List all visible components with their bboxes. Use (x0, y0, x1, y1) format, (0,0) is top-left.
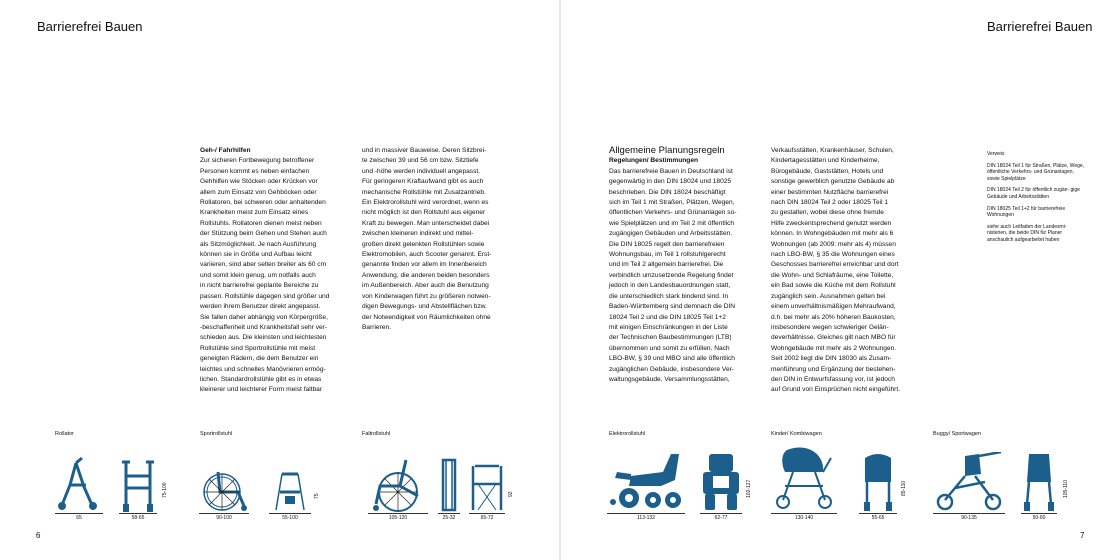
dimension-label: 105-110 (1063, 480, 1069, 498)
body-text-line: Kindertagesstätten und Kinderheime, (771, 157, 880, 165)
body-text-line: insbesondere wegen schwieriger Gelän- (771, 323, 889, 331)
body-text-line: Seit 2002 liegt die DIN 18030 als Zusam- (771, 355, 892, 363)
sidebar-note: siehe auch Leitfaden der Landesmi- nisterien, die beide DIN für Planer anschaulich aufgearbeitet haben (987, 223, 1067, 243)
body-text-line: jedoch in den Landesbauordnungen statt, (609, 282, 731, 290)
body-text-line: beschrieben. Die DIN 18024 beschäftigt (609, 188, 726, 196)
figure-caption-rollator: Rollator (55, 431, 74, 437)
page-header: Barrierefrei Bauen (987, 19, 1093, 34)
pram-side-icon (773, 444, 835, 512)
buggy-side-icon (935, 452, 1003, 512)
page-number: 7 (1080, 531, 1085, 540)
body-text-line: d.h. bei mehr als 20% höheren Baukosten, (771, 313, 896, 321)
body-text-line: können. In Wohngebäuden mit mehr als 6 (771, 230, 894, 238)
body-text-line: schieden aus. Die kleinsten und leichtesten (200, 334, 327, 342)
figure-caption-faltrollstuhl: Faltrollstuhl (362, 431, 391, 437)
body-text-line: ein Bad sowie die Küche mit dem Rollstuhl (771, 282, 896, 290)
body-text-line: und somit klein genug, um notfalls auch (200, 271, 316, 279)
dimension-label: 65 (55, 513, 103, 521)
left-page (0, 0, 559, 560)
dimension-label: 90-100 (199, 513, 249, 521)
body-text-line: Zur sicheren Fortbewegung betroffener (200, 157, 315, 165)
body-text-line: Bürogebäude, Gaststätten, Hotels und (771, 167, 884, 175)
dimension-label: 50-60 (1021, 513, 1057, 521)
body-text-line: mit einigen Einschränkungen in der Liste (609, 323, 728, 331)
body-text-line: auf Grund von Einsprüchen nicht eingeführt. (771, 386, 901, 394)
figure-caption-buggy: Buggy/ Sportwagen (933, 431, 982, 437)
figure-caption-kinderwagen: Kinder/ Kombiwagen (771, 431, 822, 437)
body-text-line: variieren, sind aber selten breiter als 60 cm (200, 261, 327, 269)
text-column-2 (771, 146, 933, 396)
body-text-line: großen direkt gelenkten Rollstühlen sowie (362, 240, 485, 248)
body-text-line: die Wohn- und Schlafräume, eine Toilette, (771, 271, 894, 279)
sport-wheelchair-front-icon (270, 470, 310, 513)
rollator-side-icon (56, 455, 102, 513)
body-text-line: Gehhilfen wie Stöcken oder Krücken vor (200, 178, 318, 186)
dimension-label: 113-132 (607, 513, 685, 521)
body-text-line: zu gestalten, wobei diese ohne fremde (771, 209, 884, 217)
section-heading: Geh-/ Fahrhilfen (200, 147, 251, 154)
body-text-line: der Technischen Baubestimmungen (LTB) (609, 334, 732, 342)
body-text-line: der Stützung beim Gehen und Stehen auch (200, 230, 327, 238)
body-text-line: geneigten Rädern, die dem Benutzer ein (200, 355, 319, 363)
dimension-label: 75-100 (162, 482, 168, 498)
body-text-line: nach DIN 18024 Teil 2 oder 18025 Teil 1 (771, 199, 889, 207)
body-text-line: die unterschiedlich stark bindend sind. In (609, 292, 729, 300)
body-text-line: waltungsgebäude, Versammlungsstätten, (609, 375, 730, 383)
body-text-line: Elektromobilen, auch Scooter genannt. Erst- (362, 251, 492, 259)
body-text-line: -beschaffenheit und Krankheitsfall sehr ver- (200, 323, 328, 331)
folding-wheelchair-front-icon (470, 460, 504, 513)
body-text-line: nicht möglich ist den Rollstuhl aus eigener (362, 209, 486, 217)
body-text-line: Für geringeren Kraftaufwand gibt es auch (362, 178, 484, 186)
dimension-label: 90-135 (933, 513, 1005, 521)
body-text-line: zugänglichen Gebäude, insbesondere Ver- (609, 365, 735, 373)
body-text-line: passen. Rollstühle dagegen sind größer und (200, 292, 330, 300)
body-text-line: der Notwendigkeit von Räumlichkeiten ohne (362, 313, 491, 321)
body-text-line: in nicht barrierefrei geplante Bereiche zu (200, 282, 319, 290)
page-number: 6 (36, 531, 41, 540)
body-text-line: Wohnungen (ab 2009: mehr als 4) müssen (771, 240, 896, 248)
body-text-line: leichtes und schnelles Manövrieren ermög- (200, 365, 326, 373)
sidebar-title: Verweis (987, 151, 1005, 157)
folded-wheelchair-icon (440, 458, 458, 513)
body-text-line: lichen. Standardrollstühle gibt es in etwas (200, 375, 322, 383)
body-text-line: im Außenbereich. Aber auch die Benutzung (362, 282, 489, 290)
body-text-line: deverhältnisse. Gleiches gilt nach MBO für (771, 334, 896, 342)
body-text-line: Rollstühle sind Sportrollstühle mit meist (200, 344, 316, 352)
body-text-line: und im Teil 2 allgemein barrierefrei. Die (609, 261, 724, 269)
body-text-line: sonstige gewerblich genutzte Gebäude ab (771, 178, 895, 186)
body-text-line: Kraft zu bewegen. Man unterscheidet dabei (362, 219, 490, 227)
right-page (561, 0, 1120, 560)
figure-caption-elektrorollstuhl: Elektrorollstuhl (609, 431, 646, 437)
electric-wheelchair-side-icon (609, 452, 683, 510)
body-text-line: von Kinderwagen führt zu größeren notwen- (362, 292, 491, 300)
body-text-line: sich im Teil 1 mit Straßen, Plätzen, Wegen, (609, 199, 735, 207)
body-text-line: gegenwärtig in den DIN 18024 und 18025 (609, 178, 732, 186)
text-column-1 (200, 146, 360, 396)
body-text-line: mechanische Rollstühle mit Zusatzantrieb. (362, 188, 486, 196)
body-text-line: Ein Elektrorollstuhl wird verordnet, wenn es (362, 199, 489, 207)
body-text-line: übernommen und somit zu erfüllen. Nach (609, 344, 730, 352)
page-header: Barrierefrei Bauen (37, 19, 143, 34)
body-text-line: Hilfe zweckentsprechend genutzt werden (771, 219, 892, 227)
text-column-1 (609, 146, 769, 385)
body-text-line: zugänglich sein. Ausnahmen gelten bei (771, 292, 886, 300)
body-text-line: einem unverhältnismäßigen Mehraufwand, (771, 303, 896, 311)
body-text-line: Wohnungsbau, im Teil 1 rollstuhlgerecht (609, 251, 726, 259)
dimension-label: 102-127 (746, 479, 752, 498)
body-text-line: Rollstuhls. Rollatoren dienen meist neben (200, 219, 322, 227)
body-text-line: einer bestimmten Nutzfläche barrierefrei (771, 188, 889, 196)
body-text-line: LBO-BW, § 39 und MBO sind alle öffentlich (609, 355, 735, 363)
body-text-line: Barrieren. (362, 323, 391, 331)
folding-wheelchair-side-icon (370, 456, 426, 513)
body-text-line: als Sitzmöglichkeit. Je nach Ausführung (200, 240, 317, 248)
body-text-line: digen Bewegungs- und Abstellflächen bzw. (362, 303, 488, 311)
body-text-line: Anwendung, die anderen beiden besonders (362, 271, 490, 279)
dimension-label: 55-100 (269, 513, 311, 521)
sidebar-note: DIN 18025 Teil 1+2 für barrierefreie Wohnungen (987, 205, 1066, 219)
dimension-label: 130-140 (771, 513, 837, 521)
body-text-line: werden ihrem Benutzer direkt angepasst. (200, 303, 321, 311)
body-text-line: verbindlich umzusetzende Regelung findet (609, 271, 734, 279)
sidebar-notes (987, 151, 1087, 249)
dimension-label: 25-32 (438, 513, 460, 521)
body-text-line: te zwischen 39 und 56 cm bzw. Sitztiefe (362, 157, 479, 165)
buggy-front-icon (1023, 452, 1055, 512)
dimension-label: 92 (508, 491, 514, 497)
pram-front-icon (861, 452, 895, 512)
body-text-line: Rollatoren, bei schweren oder anhaltenden (200, 199, 326, 207)
body-text-line: Die DIN 18025 regelt den barrierefreien (609, 240, 725, 248)
dimension-label: 62-77 (700, 513, 742, 521)
body-text-line: zwischen kleineren indirekt und mittel- (362, 230, 474, 238)
section-heading: Allgemeine Planungsregeln (609, 145, 725, 156)
dimension-label: 58-65 (119, 513, 157, 521)
figure-caption-sportrollstuhl: Sportrollstuhl (200, 431, 233, 437)
body-text-line: Baden-Württemberg sind demnach die DIN (609, 303, 736, 311)
body-text-line: Verkaufsstätten, Krankenhäuser, Schulen, (771, 147, 894, 154)
sidebar-note: DIN 18024 Teil 1 für Straßen, Plätze, Wege, öffentliche Verkehrs- und Grünanlagen, sowie Spielplätze (987, 162, 1085, 182)
body-text-line: wie Spielplätzen und im Teil 2 mit öffentlich (609, 219, 735, 227)
body-text-line: 18024 Teil 2 und die DIN 18025 Teil 1+2 (609, 313, 726, 321)
body-text-line: den DIN in Entwurfsfassung vor, ist jedoch (771, 375, 895, 383)
body-text-line: Wohngebäude mit mehr als 2 Wohnungen. (771, 344, 897, 352)
body-text-line: zugängigen Gebäuden und Arbeitsstätten. (609, 230, 733, 238)
dimension-label: 55-65 (859, 513, 897, 521)
dimension-label: 75 (314, 493, 320, 499)
body-text-line: Geschosses barrierefrei erreichbar und dort (771, 261, 899, 269)
body-text-line: Krankheiten meist zum Einsatz eines (200, 209, 309, 217)
body-text-line: Personen kommt es neben einfachen (200, 167, 310, 175)
body-text-line: allem zum Einsatz von Gehböcken oder (200, 188, 317, 196)
body-text-line: und in massiver Bauweise. Deren Sitzbrei- (362, 147, 487, 154)
body-text-line: menführung und Ergänzung der bestehen- (771, 365, 896, 373)
electric-wheelchair-front-icon (701, 452, 741, 512)
body-text-line: können sie in Größe und Aufbau leicht (200, 251, 312, 259)
section-subheading: Regelungen/ Bestimmungen (609, 157, 699, 165)
body-text-line: und -höhe werden individuell angepasst. (362, 167, 481, 175)
rollator-front-icon (120, 458, 156, 513)
sidebar-note: DIN 18024 Teil 2 für öffentlich zugän- gige Gebäude und Arbeitsstätten (987, 187, 1080, 200)
sport-wheelchair-side-icon (200, 468, 248, 513)
text-column-2 (362, 146, 522, 333)
dimension-label: 85-110 (901, 480, 907, 496)
body-text-line: Sie fallen daher abhängig von Körpergröße, (200, 313, 328, 321)
body-text-line: Das barrierefreie Bauen in Deutschland ist (609, 167, 733, 175)
body-text-line: kleinerer und leichterer Form meist faltbar (200, 386, 323, 394)
body-text-line: öffentlichen Verkehrs- und Grünanlagen so- (609, 209, 737, 217)
body-text-line: nach LBO-BW, § 35 die Wohnungen eines (771, 251, 895, 259)
body-text-line: genannte finden vor allem im Innenbereich (362, 261, 487, 269)
dimension-label: 65-72 (469, 513, 505, 521)
dimension-label: 105-120 (368, 513, 428, 521)
